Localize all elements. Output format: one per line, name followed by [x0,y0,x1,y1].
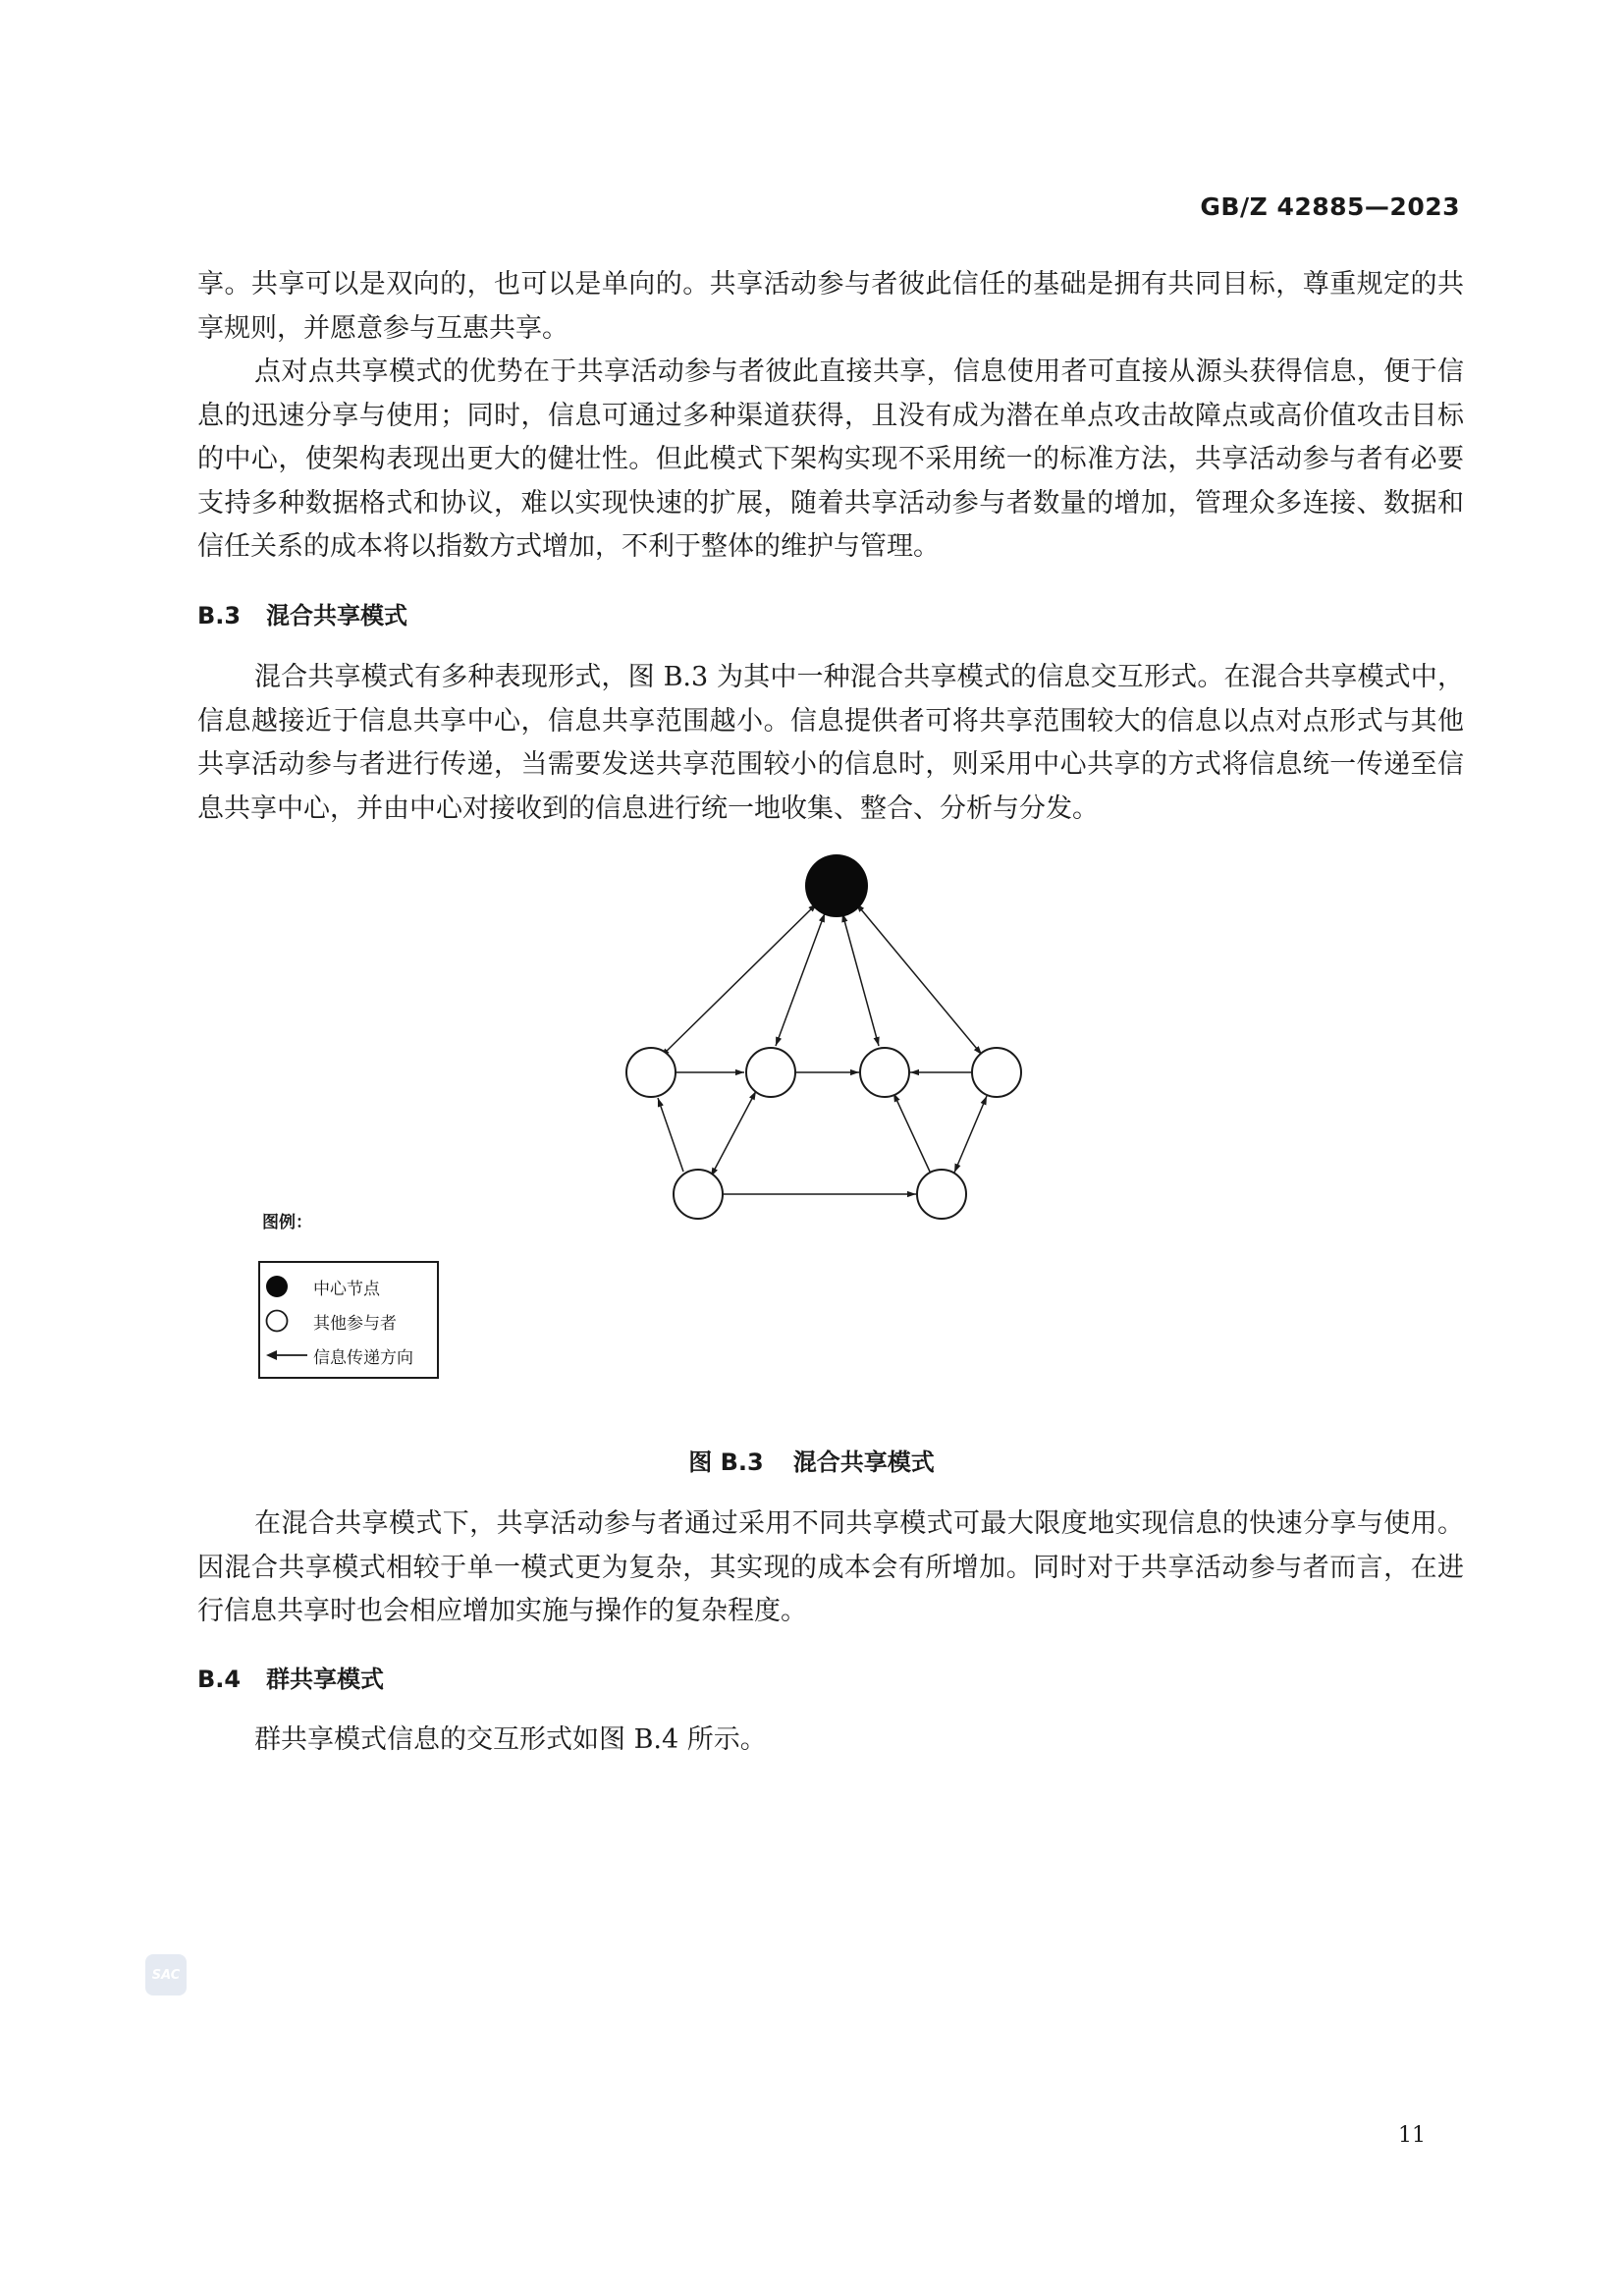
participant-node-4 [972,1048,1021,1097]
paragraph-hybrid-summary: 在混合共享模式下，共享活动参与者通过采用不同共享模式可最大限度地实现信息的快速分享与使用。因混合共享模式相较于单一模式更为复杂，其实现的成本会有所增加。同时对于共享活动参与者而言，在进行信息共享时也会相应增加实施与操作的复杂程度。 [197,1508,1464,1626]
paragraph-hybrid-description: 混合共享模式有多种表现形式，图 B.3 为其中一种混合共享模式的信息交互形式。在混合共享模式中，信息越接近于信息共享中心，信息共享范围越小。信息提供者可将共享范围较大的信息以点对点形式与其他共享活动参与者进行传递，当需要发送共享范围较小的信息时，则采用中心共享的方式将信息统一传递至信息共享中心，并由中心对接收到的信息进行统一地收集、整合、分析与分发。 [197,662,1464,824]
legend-row-center [264,1271,380,1302]
paragraph-group-intro: 群共享模式信息的交互形式如图 B.4 所示。 [254,1724,767,1755]
edge-center-node2 [776,913,825,1046]
hybrid-sharing-diagram [589,840,1041,1232]
center-node [805,854,868,917]
figure-title: 混合共享模式 [792,1449,935,1476]
legend-title: 图例： [262,1213,312,1232]
legend-row-direction [264,1339,413,1371]
figure-number: 图 B.3 [688,1449,764,1476]
section-title: 混合共享模式 [266,602,407,629]
paragraph-p2p-advantages: 点对点共享模式的优势在于共享活动参与者彼此直接共享，信息使用者可直接从源头获得信息，便于信息的迅速分享与使用；同时，信息可通过多种渠道获得，且没有成为潜在单点攻击故障点或高价值攻击目标的中心，使架构表现出更大的健壮性。但此模式下架构实现不采用统一的标准方法，共享活动参与者有必要支持多种数据格式和协议，难以实现快速的扩展，随着共享活动参与者数量的增加，管理众多连接、数据和信任关系的成本将以指数方式增加，不利于整体的维护与管理。 [197,356,1464,562]
participant-node-3 [860,1048,909,1097]
legend-row-other [264,1305,397,1337]
section-number: B.4 [197,1666,242,1693]
standard-code: GB/Z 42885—2023 [1200,192,1460,221]
sac-logo-icon: SAC [145,1954,187,1995]
edge-center-node3 [842,913,879,1046]
participant-node-2 [746,1048,795,1097]
paragraph-continued: 享。共享可以是双向的，也可以是单向的。共享活动参与者彼此信任的基础是拥有共同目标，尊重规定的共享规则，并愿意参与互惠共享。 [197,269,1464,344]
participant-node-5 [674,1170,723,1219]
figure-caption [0,1443,1623,1477]
edge-node5-node2 [711,1091,756,1176]
hollow-circle-icon [264,1305,313,1337]
legend [258,1261,439,1379]
section-title: 群共享模式 [266,1666,384,1693]
participant-node-6 [917,1170,966,1219]
edge-node6-node4 [954,1096,987,1173]
section-heading-b3 [197,596,407,630]
legend-label-other: 其他参与者 [313,1313,397,1334]
edge-node5-node1 [658,1098,683,1172]
legend-label-direction: 信息传递方向 [313,1347,413,1368]
legend-label-center: 中心节点 [313,1279,380,1299]
page-number: 11 [1398,2123,1426,2148]
edge-node6-node3 [893,1093,930,1172]
edge-center-node1 [661,903,817,1057]
arrow-left-icon [264,1339,313,1371]
filled-circle-icon [264,1271,313,1302]
section-number: B.3 [197,602,242,629]
participant-node-1 [626,1048,676,1097]
section-heading-b4 [197,1660,384,1694]
